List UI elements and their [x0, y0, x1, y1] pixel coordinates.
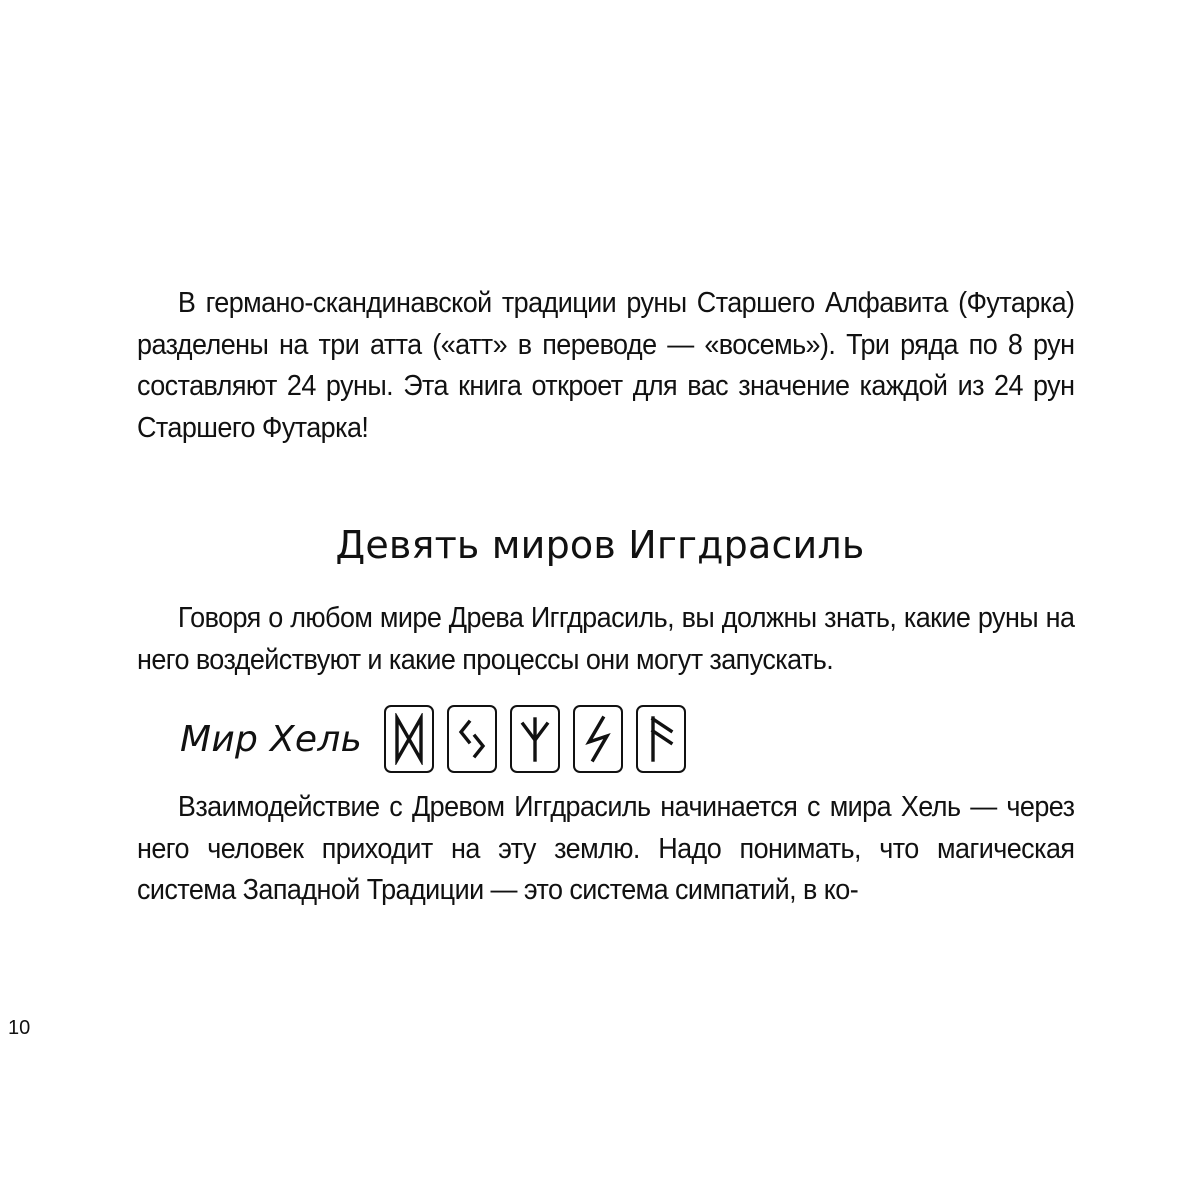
hel-paragraph: Взаимодействие с Древом Иггдрасиль начинается с мира Хель — через него человек приходит на эту землю. Надо понимать, что магическая система Западной Традиции — это система симпатий, в ко-: [137, 791, 1075, 906]
section-heading: Девять миров Иггдрасиль: [335, 523, 865, 567]
ansuz-rune-icon: [636, 705, 686, 773]
world-hel-row: [180, 702, 686, 776]
sowilo-rune-icon: [573, 705, 623, 773]
page-number: 10: [8, 1017, 31, 1039]
intro-paragraph: В германо-скандинавской традиции руны Старшего Алфавита (Футарка) разделены на три атта («атт» в переводе — «восемь»). Три ряда по 8 рун составляют 24 руны. Эта книга откроет для вас значение каждой из 24 рун Старшего Футарка!: [137, 287, 1075, 444]
dagaz-rune-icon: [384, 705, 434, 773]
worlds-intro-paragraph: Говоря о любом мире Древа Иггдрасиль, вы должны знать, какие руны на него воздействуют и какие процессы они могут запускать.: [137, 602, 1075, 676]
jera-rune-icon: [447, 705, 497, 773]
world-label: Мир Хель: [180, 718, 363, 760]
rune-list: [384, 705, 686, 773]
algiz-rune-icon: [510, 705, 560, 773]
